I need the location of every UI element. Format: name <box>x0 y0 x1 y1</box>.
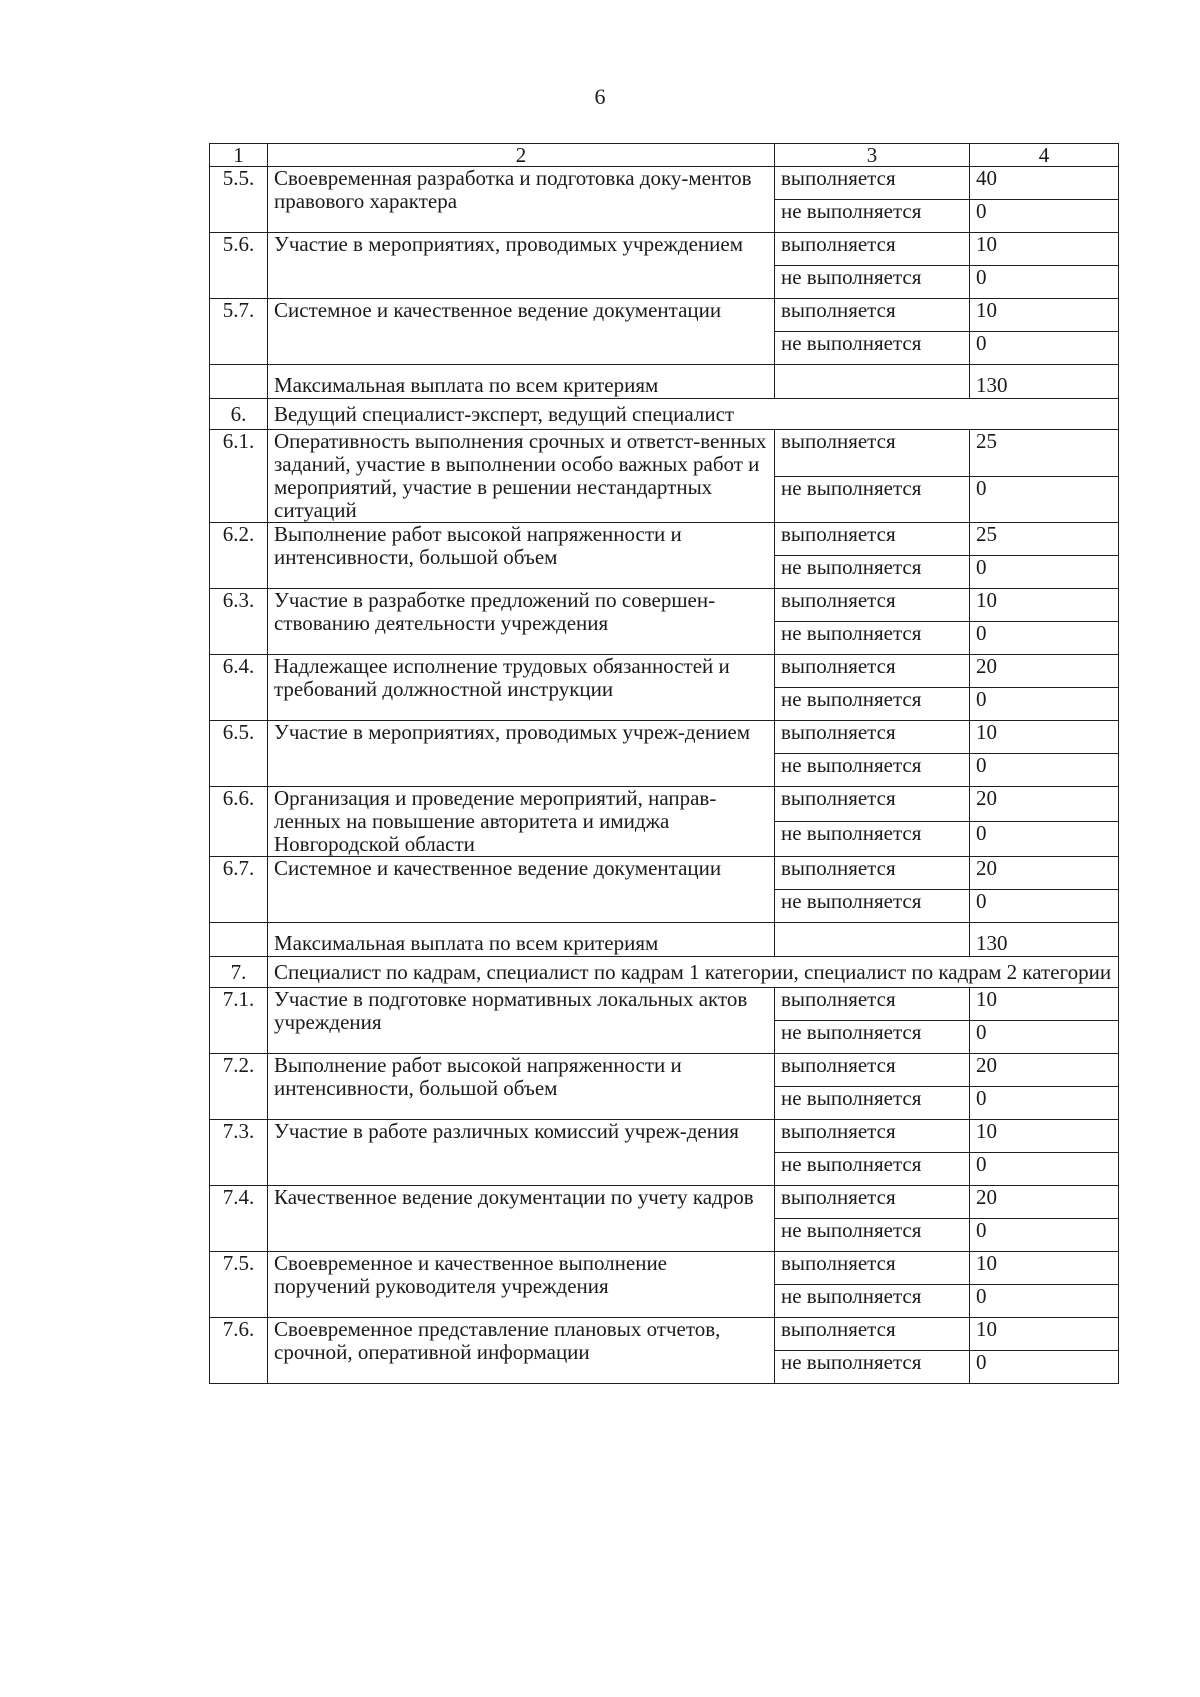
status-not-fulfilled: не выполняется <box>775 1285 970 1318</box>
points-not-fulfilled: 0 <box>970 1351 1119 1384</box>
criterion-text: Участие в работе различных комиссий учреж-дения <box>268 1120 775 1186</box>
status-fulfilled: выполняется <box>775 1054 970 1087</box>
points-fulfilled: 10 <box>970 1252 1119 1285</box>
criterion-number: 5.6. <box>210 233 268 299</box>
status-not-fulfilled: не выполняется <box>775 1021 970 1054</box>
table-row <box>210 857 1119 890</box>
points-not-fulfilled: 0 <box>970 332 1119 365</box>
points-not-fulfilled: 0 <box>970 200 1119 233</box>
status-not-fulfilled: не выполняется <box>775 1153 970 1186</box>
status-not-fulfilled: не выполняется <box>775 556 970 589</box>
table-row <box>210 721 1119 754</box>
section-row <box>210 957 1119 988</box>
points-fulfilled: 10 <box>970 988 1119 1021</box>
table-row <box>210 430 1119 477</box>
criterion-text: Участие в мероприятиях, проводимых учреж-дением <box>268 721 775 787</box>
criterion-text: Своевременное представление плановых отчетов, срочной, оперативной информации <box>268 1318 775 1384</box>
points-not-fulfilled: 0 <box>970 754 1119 787</box>
points-not-fulfilled: 0 <box>970 1219 1119 1252</box>
status-not-fulfilled: не выполняется <box>775 1219 970 1252</box>
status-fulfilled: выполняется <box>775 1120 970 1153</box>
status-fulfilled: выполняется <box>775 233 970 266</box>
criterion-number: 6.2. <box>210 523 268 589</box>
criterion-text: Участие в разработке предложений по совершен-ствованию деятельности учреждения <box>268 589 775 655</box>
table-row <box>210 589 1119 622</box>
points-fulfilled: 20 <box>970 857 1119 890</box>
header-col-2: 2 <box>268 144 775 167</box>
status-not-fulfilled: не выполняется <box>775 200 970 233</box>
status-fulfilled: выполняется <box>775 167 970 200</box>
header-col-3: 3 <box>775 144 970 167</box>
criterion-text: Участие в подготовке нормативных локальных актов учреждения <box>268 988 775 1054</box>
status-fulfilled: выполняется <box>775 299 970 332</box>
table-row <box>210 1318 1119 1351</box>
points-fulfilled: 20 <box>970 787 1119 822</box>
points-fulfilled: 20 <box>970 1186 1119 1219</box>
table-row <box>210 523 1119 556</box>
status-fulfilled: выполняется <box>775 721 970 754</box>
section-number: 6. <box>210 399 268 430</box>
status-not-fulfilled: не выполняется <box>775 754 970 787</box>
criterion-number: 7.4. <box>210 1186 268 1252</box>
points-not-fulfilled: 0 <box>970 890 1119 923</box>
criterion-text: Выполнение работ высокой напряженности и интенсивности, большой объем <box>268 1054 775 1120</box>
points-fulfilled: 10 <box>970 299 1119 332</box>
section-title: Ведущий специалист-эксперт, ведущий специалист <box>268 399 1119 430</box>
criterion-text: Своевременная разработка и подготовка доку-ментов правового характера <box>268 167 775 233</box>
points-fulfilled: 20 <box>970 655 1119 688</box>
points-fulfilled: 25 <box>970 523 1119 556</box>
criterion-text: Системное и качественное ведение документации <box>268 299 775 365</box>
criteria-table-body <box>210 144 1119 1384</box>
table-row <box>210 988 1119 1021</box>
points-not-fulfilled: 0 <box>970 822 1119 857</box>
total-label: Максимальная выплата по всем критериям <box>268 365 775 399</box>
criterion-text: Выполнение работ высокой напряженности и интенсивности, большой объем <box>268 523 775 589</box>
status-fulfilled: выполняется <box>775 857 970 890</box>
total-empty-cell <box>210 923 268 957</box>
status-fulfilled: выполняется <box>775 430 970 477</box>
points-not-fulfilled: 0 <box>970 266 1119 299</box>
criterion-text: Системное и качественное ведение документации <box>268 857 775 923</box>
points-not-fulfilled: 0 <box>970 476 1119 523</box>
criterion-number: 7.3. <box>210 1120 268 1186</box>
status-fulfilled: выполняется <box>775 787 970 822</box>
total-value: 130 <box>970 365 1119 399</box>
points-not-fulfilled: 0 <box>970 1087 1119 1120</box>
total-empty-cell <box>775 923 970 957</box>
criterion-text: Надлежащее исполнение трудовых обязанностей и требований должностной инструкции <box>268 655 775 721</box>
criterion-number: 7.1. <box>210 988 268 1054</box>
criterion-text: Своевременное и качественное выполнение поручений руководителя учреждения <box>268 1252 775 1318</box>
status-not-fulfilled: не выполняется <box>775 688 970 721</box>
criterion-number: 7.5. <box>210 1252 268 1318</box>
status-fulfilled: выполняется <box>775 988 970 1021</box>
status-not-fulfilled: не выполняется <box>775 622 970 655</box>
criterion-text: Оперативность выполнения срочных и ответст-венных заданий, участие в выполнении особо важных работ и мероприятий, участие в решении нестандартных ситуаций <box>268 430 775 523</box>
points-not-fulfilled: 0 <box>970 1153 1119 1186</box>
points-fulfilled: 10 <box>970 721 1119 754</box>
table-row <box>210 1252 1119 1285</box>
status-not-fulfilled: не выполняется <box>775 890 970 923</box>
criterion-number: 5.5. <box>210 167 268 233</box>
criterion-number: 6.1. <box>210 430 268 523</box>
status-not-fulfilled: не выполняется <box>775 266 970 299</box>
table-row <box>210 1120 1119 1153</box>
total-label: Максимальная выплата по всем критериям <box>268 923 775 957</box>
points-fulfilled: 40 <box>970 167 1119 200</box>
status-fulfilled: выполняется <box>775 589 970 622</box>
criterion-number: 6.4. <box>210 655 268 721</box>
points-fulfilled: 10 <box>970 1318 1119 1351</box>
points-not-fulfilled: 0 <box>970 622 1119 655</box>
total-row <box>210 923 1119 957</box>
status-not-fulfilled: не выполняется <box>775 1087 970 1120</box>
total-empty-cell <box>775 365 970 399</box>
points-fulfilled: 25 <box>970 430 1119 477</box>
section-title: Специалист по кадрам, специалист по кадрам 1 категории, специалист по кадрам 2 категории <box>268 957 1119 988</box>
table-header-row <box>210 144 1119 167</box>
criterion-number: 6.6. <box>210 787 268 857</box>
table-row <box>210 655 1119 688</box>
status-fulfilled: выполняется <box>775 1318 970 1351</box>
points-fulfilled: 10 <box>970 589 1119 622</box>
status-fulfilled: выполняется <box>775 523 970 556</box>
points-not-fulfilled: 0 <box>970 1285 1119 1318</box>
table-row <box>210 167 1119 200</box>
table-row <box>210 299 1119 332</box>
status-not-fulfilled: не выполняется <box>775 1351 970 1384</box>
points-not-fulfilled: 0 <box>970 556 1119 589</box>
status-not-fulfilled: не выполняется <box>775 476 970 523</box>
header-col-4: 4 <box>970 144 1119 167</box>
criterion-number: 6.3. <box>210 589 268 655</box>
criterion-text: Качественное ведение документации по учету кадров <box>268 1186 775 1252</box>
criterion-number: 5.7. <box>210 299 268 365</box>
section-row <box>210 399 1119 430</box>
table-row <box>210 233 1119 266</box>
criteria-table <box>209 143 1119 1384</box>
points-fulfilled: 20 <box>970 1054 1119 1087</box>
criterion-number: 6.5. <box>210 721 268 787</box>
section-number: 7. <box>210 957 268 988</box>
header-col-1: 1 <box>210 144 268 167</box>
criterion-number: 7.6. <box>210 1318 268 1384</box>
total-empty-cell <box>210 365 268 399</box>
criterion-number: 6.7. <box>210 857 268 923</box>
criterion-text: Организация и проведение мероприятий, направ-ленных на повышение авторитета и имиджа Новгородской области <box>268 787 775 857</box>
points-not-fulfilled: 0 <box>970 688 1119 721</box>
status-fulfilled: выполняется <box>775 655 970 688</box>
status-fulfilled: выполняется <box>775 1252 970 1285</box>
status-not-fulfilled: не выполняется <box>775 822 970 857</box>
page-number: 6 <box>594 84 606 109</box>
table-row <box>210 787 1119 822</box>
total-row <box>210 365 1119 399</box>
table-row <box>210 1054 1119 1087</box>
criterion-number: 7.2. <box>210 1054 268 1120</box>
criterion-text: Участие в мероприятиях, проводимых учреждением <box>268 233 775 299</box>
status-fulfilled: выполняется <box>775 1186 970 1219</box>
status-not-fulfilled: не выполняется <box>775 332 970 365</box>
points-not-fulfilled: 0 <box>970 1021 1119 1054</box>
total-value: 130 <box>970 923 1119 957</box>
points-fulfilled: 10 <box>970 1120 1119 1153</box>
points-fulfilled: 10 <box>970 233 1119 266</box>
table-row <box>210 1186 1119 1219</box>
